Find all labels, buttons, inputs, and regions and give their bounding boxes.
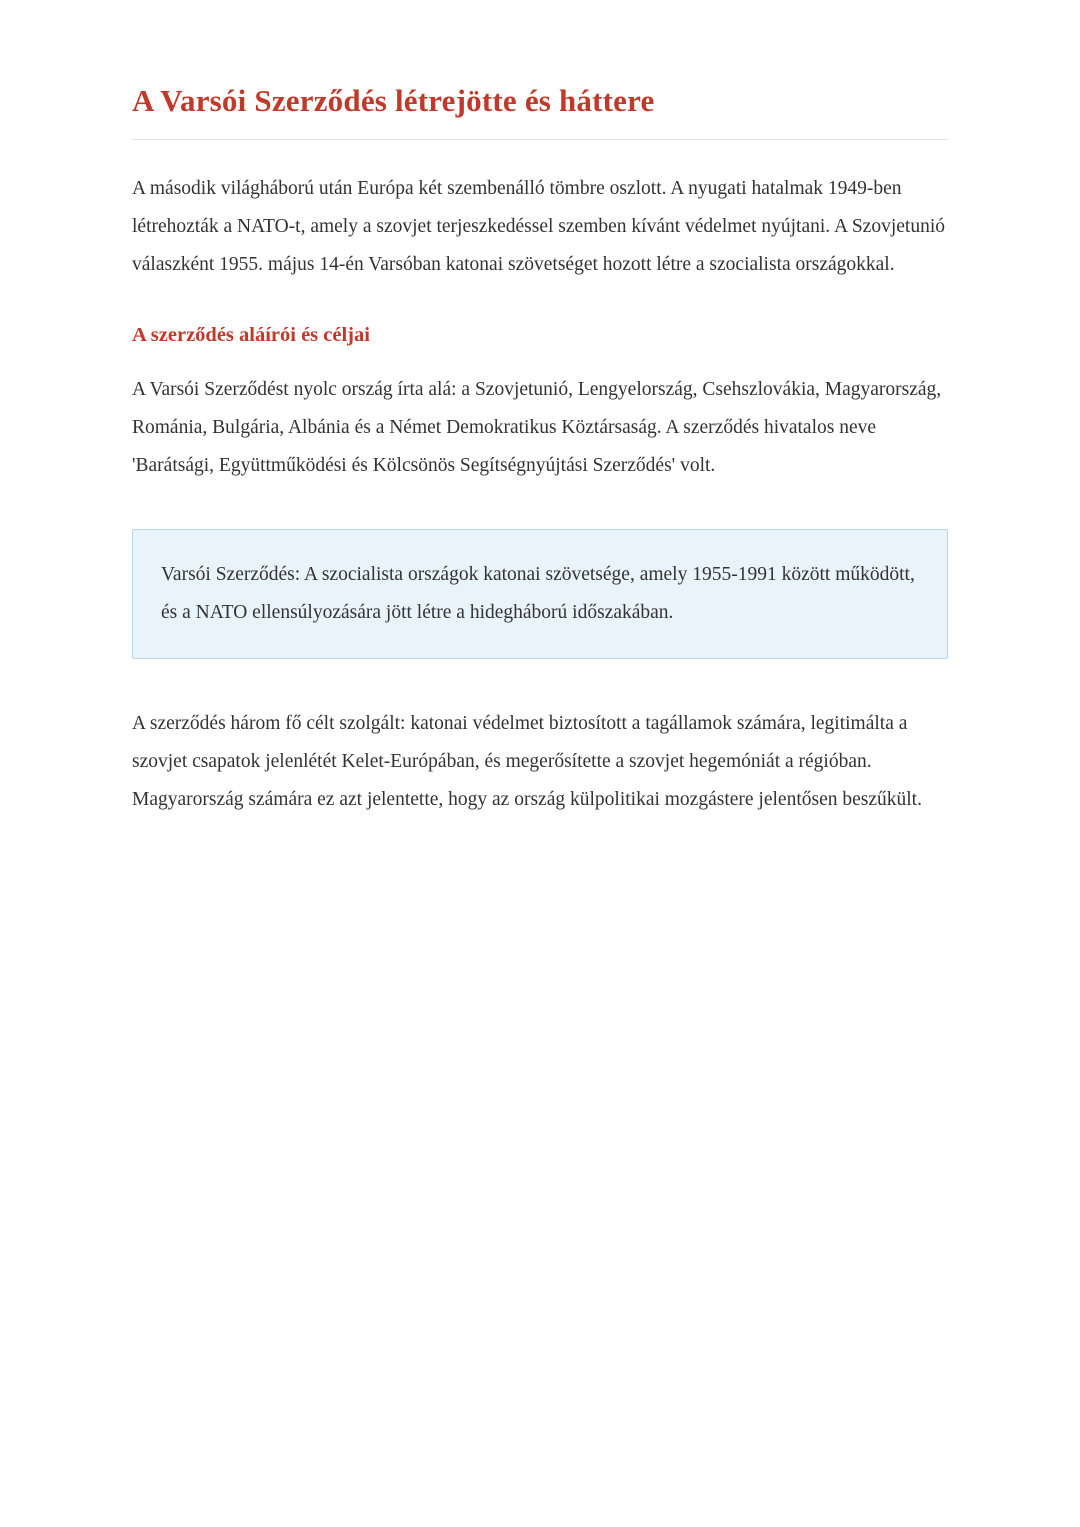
page-title: A Varsói Szerződés létrejötte és háttere (132, 83, 655, 118)
signers-paragraph: A Varsói Szerződést nyolc ország írta alá: a Szovjetunió, Lengyelország, Csehszlovákia, Magyarország, Románia, Bulgária, Albánia és a Német Demokratikus Köztársaság. A szerződés hivatalos neve 'Barátsági, Együttműködési és Kölcsönös Segítségnyújtási Szerződés' volt. (132, 379, 942, 477)
title-divider (132, 139, 948, 140)
intro-paragraph: A második világháború után Európa két szembenálló tömbre oszlott. A nyugati hatalmak 1949-ben létrehozták a NATO-t, amely a szovjet terjeszkedéssel szemben kívánt védelmet nyújtani. A Szovjetunió válaszként 1955. május 14-én Varsóban katonai szövetséget hozott létre a szocialista országokkal. (132, 178, 945, 276)
definition-callout: Varsói Szerződés: A szocialista országok katonai szövetsége, amely 1955-1991 között működött, és a NATO ellensúlyozására jött létre a hidegháború időszakában. (132, 529, 948, 659)
section-heading-signers: A szerződés aláírói és céljai (132, 324, 370, 347)
goals-paragraph: A szerződés három fő célt szolgált: katonai védelmet biztosított a tagállamok számára, legitimálta a szovjet csapatok jelenlétét Kelet-Európában, és megerősítette a szovjet hegemóniát a régióban. Magyarország számára ez azt jelentette, hogy az ország külpolitikai mozgástere jelentősen beszűkült. (132, 713, 922, 811)
